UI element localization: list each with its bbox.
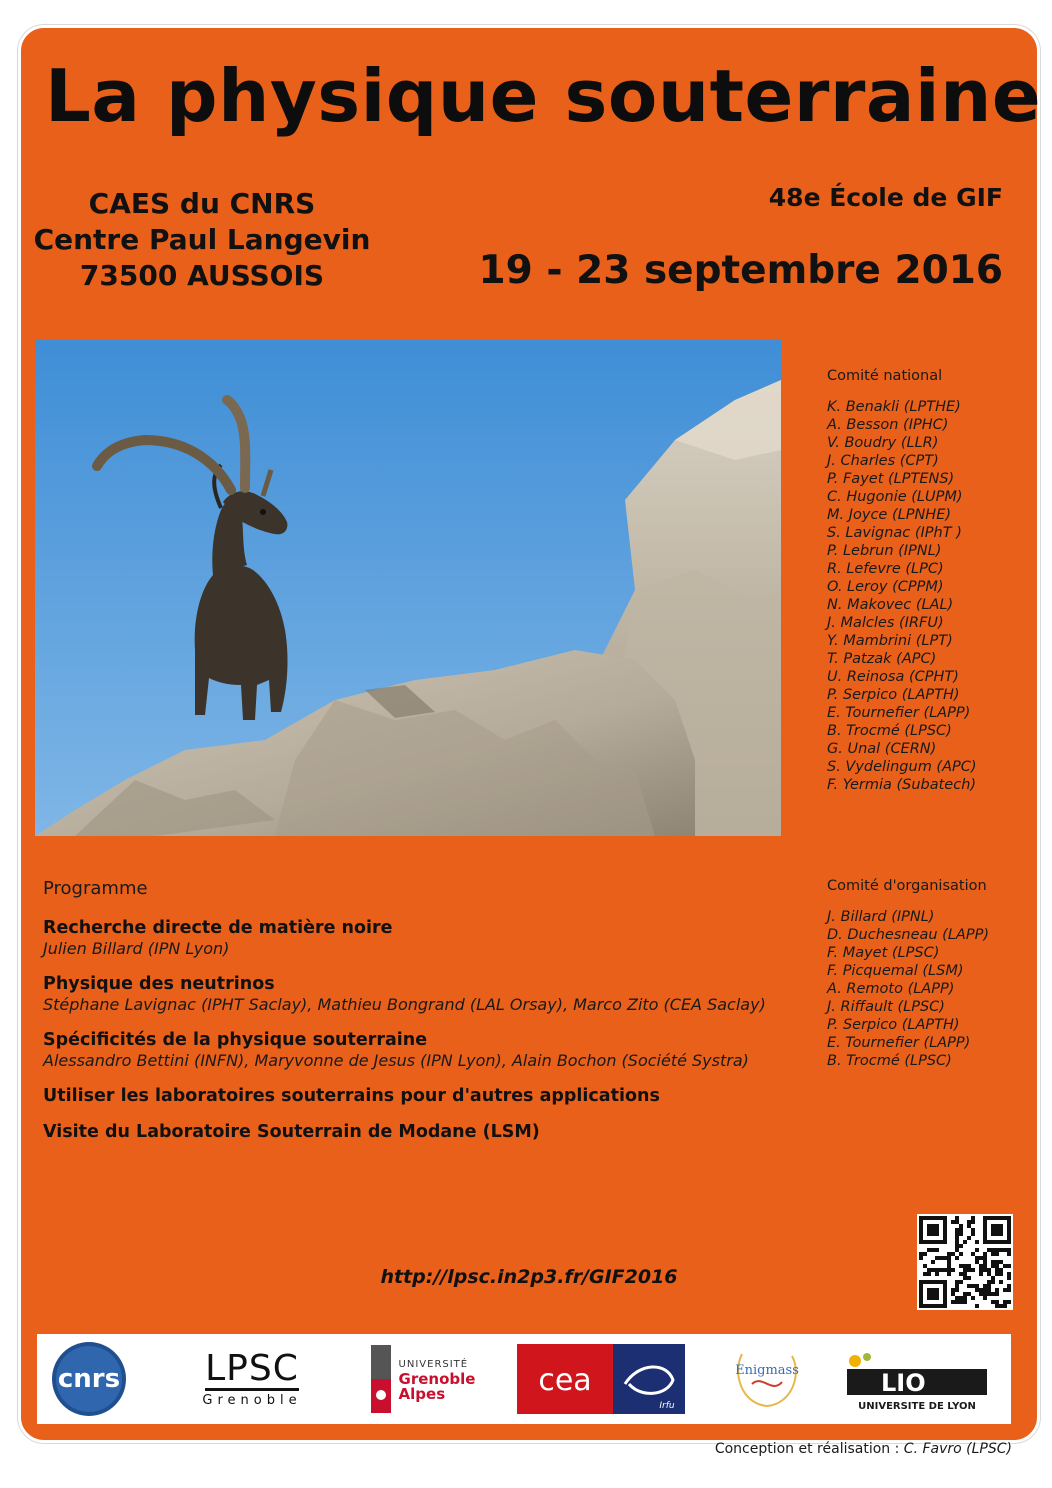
uga-logo-icon — [371, 1345, 393, 1413]
national-committee — [827, 368, 977, 794]
organising-member: J. Billard (IPNL) — [827, 909, 935, 925]
lio-logo-subtext: UNIVERSITE DE LYON — [858, 1401, 976, 1412]
enigmass-logo-text: Enigmass — [735, 1363, 799, 1378]
organising-member: P. Serpico (LAPTH) — [827, 1017, 960, 1033]
national-member: M. Joyce (LPNHE) — [827, 507, 952, 523]
organising-committee — [827, 878, 989, 1070]
lio-logo — [837, 1334, 997, 1424]
programme-topic-title: Physique des neutrinos — [43, 974, 275, 994]
national-member: K. Benakli (LPTHE) — [827, 399, 961, 415]
organising-member: E. Tournefier (LAPP) — [827, 1035, 971, 1051]
organising-member: B. Trocmé (LPSC) — [827, 1053, 952, 1069]
venue-line: 73500 AUSSOIS — [79, 259, 325, 292]
national-member: O. Leroy (CPPM) — [827, 579, 944, 595]
national-committee-heading: Comité national — [827, 368, 943, 384]
lpsc-logo-subtext: Grenoble — [202, 1393, 302, 1408]
venue-line: Centre Paul Langevin — [33, 223, 371, 256]
national-member: B. Trocmé (LPSC) — [827, 723, 952, 739]
national-member: N. Makovec (LAL) — [827, 597, 954, 613]
uga-logo-line1: UNIVERSITÉ — [398, 1358, 469, 1370]
national-member: P. Serpico (LAPTH) — [827, 687, 960, 703]
national-member: E. Tournefier (LAPP) — [827, 705, 971, 721]
programme-heading: Programme — [43, 878, 148, 899]
lio-logo-icon — [837, 1343, 997, 1415]
organising-member: F. Picquemal (LSM) — [827, 963, 964, 979]
credit-label: Conception et réalisation : — [714, 1441, 904, 1457]
poster — [18, 25, 1042, 1457]
programme-topic-title: Recherche directe de matière noire — [43, 918, 393, 938]
national-member: P. Fayet (LPTENS) — [827, 471, 955, 487]
national-member: F. Yermia (Subatech) — [827, 777, 977, 793]
national-member: R. Lefevre (LPC) — [827, 561, 944, 577]
organising-member: J. Riffault (LPSC) — [827, 999, 945, 1015]
event-dates: 19 - 23 septembre 2016 — [478, 248, 1003, 293]
enigmass-logo-icon — [722, 1344, 812, 1414]
lio-logo-text: LIO — [881, 1369, 926, 1397]
organising-member: F. Mayet (LPSC) — [827, 945, 940, 961]
organising-committee-list — [827, 908, 989, 1070]
national-member: S. Vydelingum (APC) — [827, 759, 977, 775]
cnrs-logo — [49, 1334, 129, 1424]
programme-topics — [43, 917, 823, 1143]
credit-line — [715, 1441, 1012, 1457]
organising-member: A. Remoto (LAPP) — [827, 981, 955, 997]
national-member: S. Lavignac (IPhT ) — [827, 525, 962, 541]
national-member: A. Besson (IPHC) — [827, 417, 949, 433]
national-member: G. Unal (CERN) — [827, 741, 937, 757]
programme-topic-title: Visite du Laboratoire Souterrain de Modane (LSM) — [43, 1122, 540, 1142]
qr-code-icon[interactable] — [917, 1214, 1013, 1310]
venue-line: CAES du CNRS — [88, 187, 316, 220]
credit-author: C. Favro (LPSC) — [903, 1441, 1012, 1457]
programme-topic — [43, 1029, 823, 1071]
website-link[interactable]: http://lpsc.in2p3.fr/GIF2016 — [380, 1266, 678, 1288]
national-member: C. Hugonie (LUPM) — [827, 489, 963, 505]
school-name: 48e École de GIF — [768, 183, 1003, 212]
programme-topic — [43, 917, 823, 959]
programme-topic — [43, 1121, 823, 1143]
programme-topic — [43, 1085, 823, 1107]
national-member: T. Patzak (APC) — [827, 651, 937, 667]
programme-topic-title: Utiliser les laboratoires souterrains pour d'autres applications — [43, 1086, 660, 1106]
uga-logo-line3: Alpes — [398, 1384, 446, 1403]
sponsor-logos — [37, 1334, 1011, 1424]
programme-topic — [43, 973, 823, 1015]
cea-logo-text: cea — [538, 1363, 592, 1398]
cnrs-logo-text: cnrs — [57, 1364, 121, 1394]
cea-irfu-logo-icon — [517, 1344, 685, 1414]
lpsc-logo-text: LPSC — [205, 1348, 299, 1389]
enigmass-logo — [717, 1334, 817, 1424]
poster-title: La physique souterraine — [45, 54, 1042, 138]
cea-irfu-logo — [517, 1334, 685, 1424]
national-member: J. Malcles (IRFU) — [827, 615, 944, 631]
programme-topic-title: Spécificités de la physique souterraine — [43, 1030, 428, 1050]
lpsc-logo — [177, 1334, 327, 1424]
ibex-photo — [35, 340, 781, 836]
national-member: U. Reinosa (CPHT) — [827, 669, 959, 685]
programme-topic-speakers: Alessandro Bettini (INFN), Maryvonne de Jesus (IPN Lyon), Alain Bochon (Société Systra) — [43, 1051, 749, 1070]
ibex-on-rock-photo-icon — [35, 340, 781, 836]
national-member: J. Charles (CPT) — [827, 453, 939, 469]
cnrs-logo-icon — [50, 1340, 128, 1418]
national-member: V. Boudry (LLR) — [827, 435, 939, 451]
national-member: Y. Mambrini (LPT) — [827, 633, 953, 649]
venue-block — [27, 186, 377, 294]
national-committee-list — [827, 398, 977, 794]
irfu-logo-text: Irfu — [659, 1401, 675, 1411]
uga-logo — [363, 1334, 483, 1424]
uga-logo-line2: Grenoble — [398, 1369, 476, 1388]
organising-member: D. Duchesneau (LAPP) — [827, 927, 989, 943]
organising-committee-heading: Comité d'organisation — [827, 878, 987, 894]
programme — [43, 878, 823, 1157]
programme-topic-speakers: Stéphane Lavignac (IPHT Saclay), Mathieu Bongrand (LAL Orsay), Marco Zito (CEA Saclay) — [43, 995, 766, 1014]
programme-topic-speakers: Julien Billard (IPN Lyon) — [43, 939, 230, 958]
national-member: P. Lebrun (IPNL) — [827, 543, 942, 559]
